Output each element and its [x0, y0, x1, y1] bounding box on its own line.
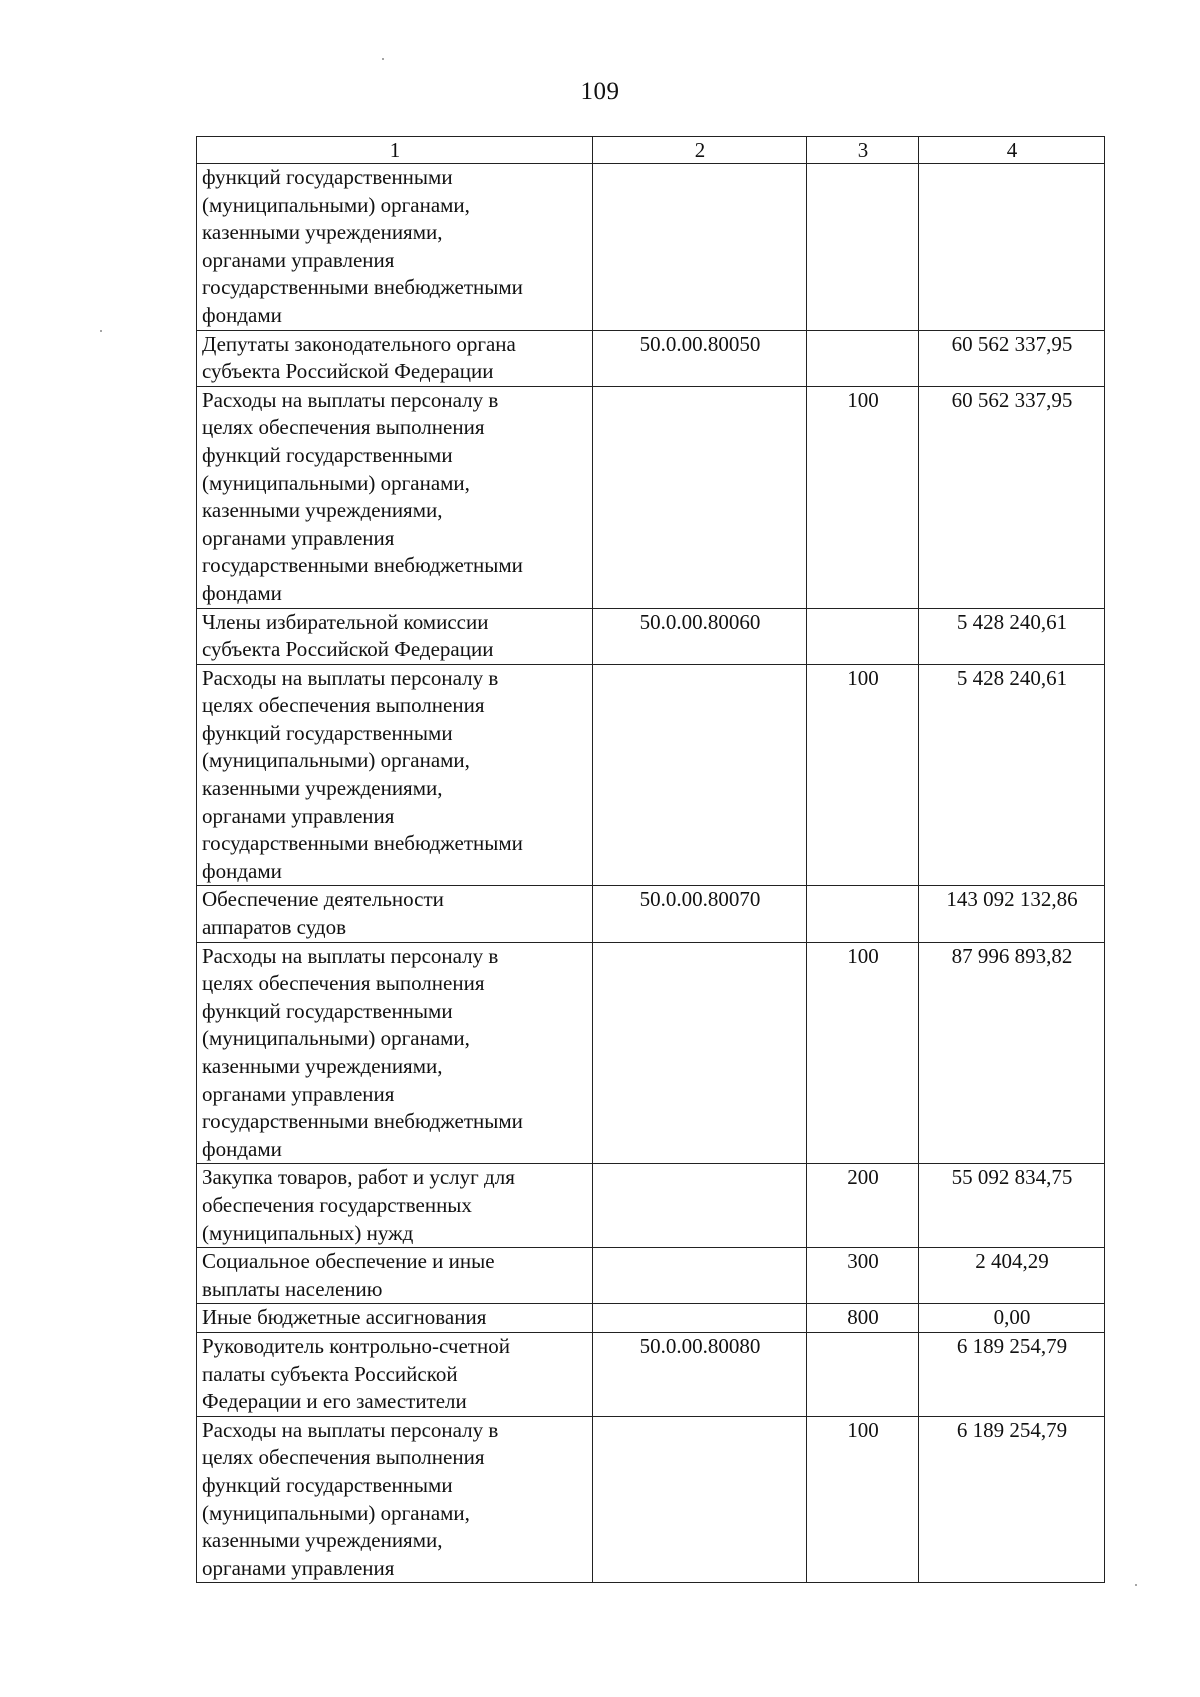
- table-row: [197, 1248, 1105, 1304]
- table-row: [197, 608, 1105, 664]
- target-article-code-cell: [593, 1248, 807, 1304]
- expenditure-name-cell: Расходы на выплаты персоналу в целях обеспечения выполнения функций государственными (муниципальными) органами, казенными учреждениями, органами управления: [197, 1416, 593, 1583]
- expenditure-name-cell: функций государственными (муниципальными) органами, казенными учреждениями, органами управления государственными внебюджетными фондами: [197, 164, 593, 331]
- table-row: [197, 1332, 1105, 1416]
- table-body: [197, 164, 1105, 1583]
- table-row: [197, 1164, 1105, 1248]
- target-article-code-cell: [593, 1304, 807, 1333]
- budget-allocation-table: [196, 136, 1105, 1583]
- target-article-code-cell: [593, 164, 807, 331]
- expense-type-cell: [807, 164, 919, 331]
- amount-cell: 60 562 337,95: [919, 330, 1105, 386]
- target-article-code-cell: 50.0.00.80060: [593, 608, 807, 664]
- target-article-code-cell: [593, 942, 807, 1164]
- expenditure-name-cell: Социальное обеспечение и иные выплаты населению: [197, 1248, 593, 1304]
- expense-type-cell: 100: [807, 664, 919, 886]
- table-row: [197, 164, 1105, 331]
- amount-cell: 6 189 254,79: [919, 1416, 1105, 1583]
- amount-cell: 143 092 132,86: [919, 886, 1105, 942]
- expenditure-name-cell: Члены избирательной комиссии субъекта Российской Федерации: [197, 608, 593, 664]
- expense-type-cell: [807, 886, 919, 942]
- expenditure-name-cell: Расходы на выплаты персоналу в целях обеспечения выполнения функций государственными (муниципальными) органами, казенными учреждениями, органами управления государственными внебюджетными фондами: [197, 386, 593, 608]
- table-header: [197, 137, 1105, 164]
- expenditure-name-cell: Закупка товаров, работ и услуг для обеспечения государственных (муниципальных) нужд: [197, 1164, 593, 1248]
- expense-type-cell: 200: [807, 1164, 919, 1248]
- table-row: [197, 330, 1105, 386]
- expense-type-cell: 300: [807, 1248, 919, 1304]
- amount-cell: 2 404,29: [919, 1248, 1105, 1304]
- amount-cell: 0,00: [919, 1304, 1105, 1333]
- table-row: [197, 1304, 1105, 1333]
- expenditure-name-cell: Расходы на выплаты персоналу в целях обеспечения выполнения функций государственными (муниципальными) органами, казенными учреждениями, органами управления государственными внебюджетными фондами: [197, 942, 593, 1164]
- column-header-1: 1: [197, 137, 593, 164]
- expense-type-cell: 800: [807, 1304, 919, 1333]
- page-number: 109: [580, 78, 620, 105]
- scan-speck: [100, 330, 102, 332]
- target-article-code-cell: [593, 1416, 807, 1583]
- table-row: [197, 942, 1105, 1164]
- target-article-code-cell: [593, 664, 807, 886]
- target-article-code-cell: 50.0.00.80050: [593, 330, 807, 386]
- target-article-code-cell: [593, 386, 807, 608]
- amount-cell: 60 562 337,95: [919, 386, 1105, 608]
- amount-cell: [919, 164, 1105, 331]
- expense-type-cell: [807, 1332, 919, 1416]
- target-article-code-cell: 50.0.00.80080: [593, 1332, 807, 1416]
- expenditure-name-cell: Иные бюджетные ассигнования: [197, 1304, 593, 1333]
- expense-type-cell: 100: [807, 942, 919, 1164]
- expense-type-cell: 100: [807, 386, 919, 608]
- scan-speck: [382, 58, 384, 60]
- amount-cell: 87 996 893,82: [919, 942, 1105, 1164]
- column-header-2: 2: [593, 137, 807, 164]
- amount-cell: 55 092 834,75: [919, 1164, 1105, 1248]
- scan-speck: [1135, 1584, 1137, 1586]
- expense-type-cell: [807, 608, 919, 664]
- amount-cell: 5 428 240,61: [919, 664, 1105, 886]
- table-row: [197, 386, 1105, 608]
- expenditure-name-cell: Депутаты законодательного органа субъекта Российской Федерации: [197, 330, 593, 386]
- amount-cell: 6 189 254,79: [919, 1332, 1105, 1416]
- table-row: [197, 886, 1105, 942]
- header-row: [197, 137, 1105, 164]
- amount-cell: 5 428 240,61: [919, 608, 1105, 664]
- table-row: [197, 664, 1105, 886]
- expenditure-name-cell: Расходы на выплаты персоналу в целях обеспечения выполнения функций государственными (муниципальными) органами, казенными учреждениями, органами управления государственными внебюджетными фондами: [197, 664, 593, 886]
- expense-type-cell: 100: [807, 1416, 919, 1583]
- column-header-4: 4: [919, 137, 1105, 164]
- target-article-code-cell: [593, 1164, 807, 1248]
- table-row: [197, 1416, 1105, 1583]
- expenditure-name-cell: Руководитель контрольно-счетной палаты субъекта Российской Федерации и его заместители: [197, 1332, 593, 1416]
- target-article-code-cell: 50.0.00.80070: [593, 886, 807, 942]
- expenditure-name-cell: Обеспечение деятельности аппаратов судов: [197, 886, 593, 942]
- column-header-3: 3: [807, 137, 919, 164]
- expense-type-cell: [807, 330, 919, 386]
